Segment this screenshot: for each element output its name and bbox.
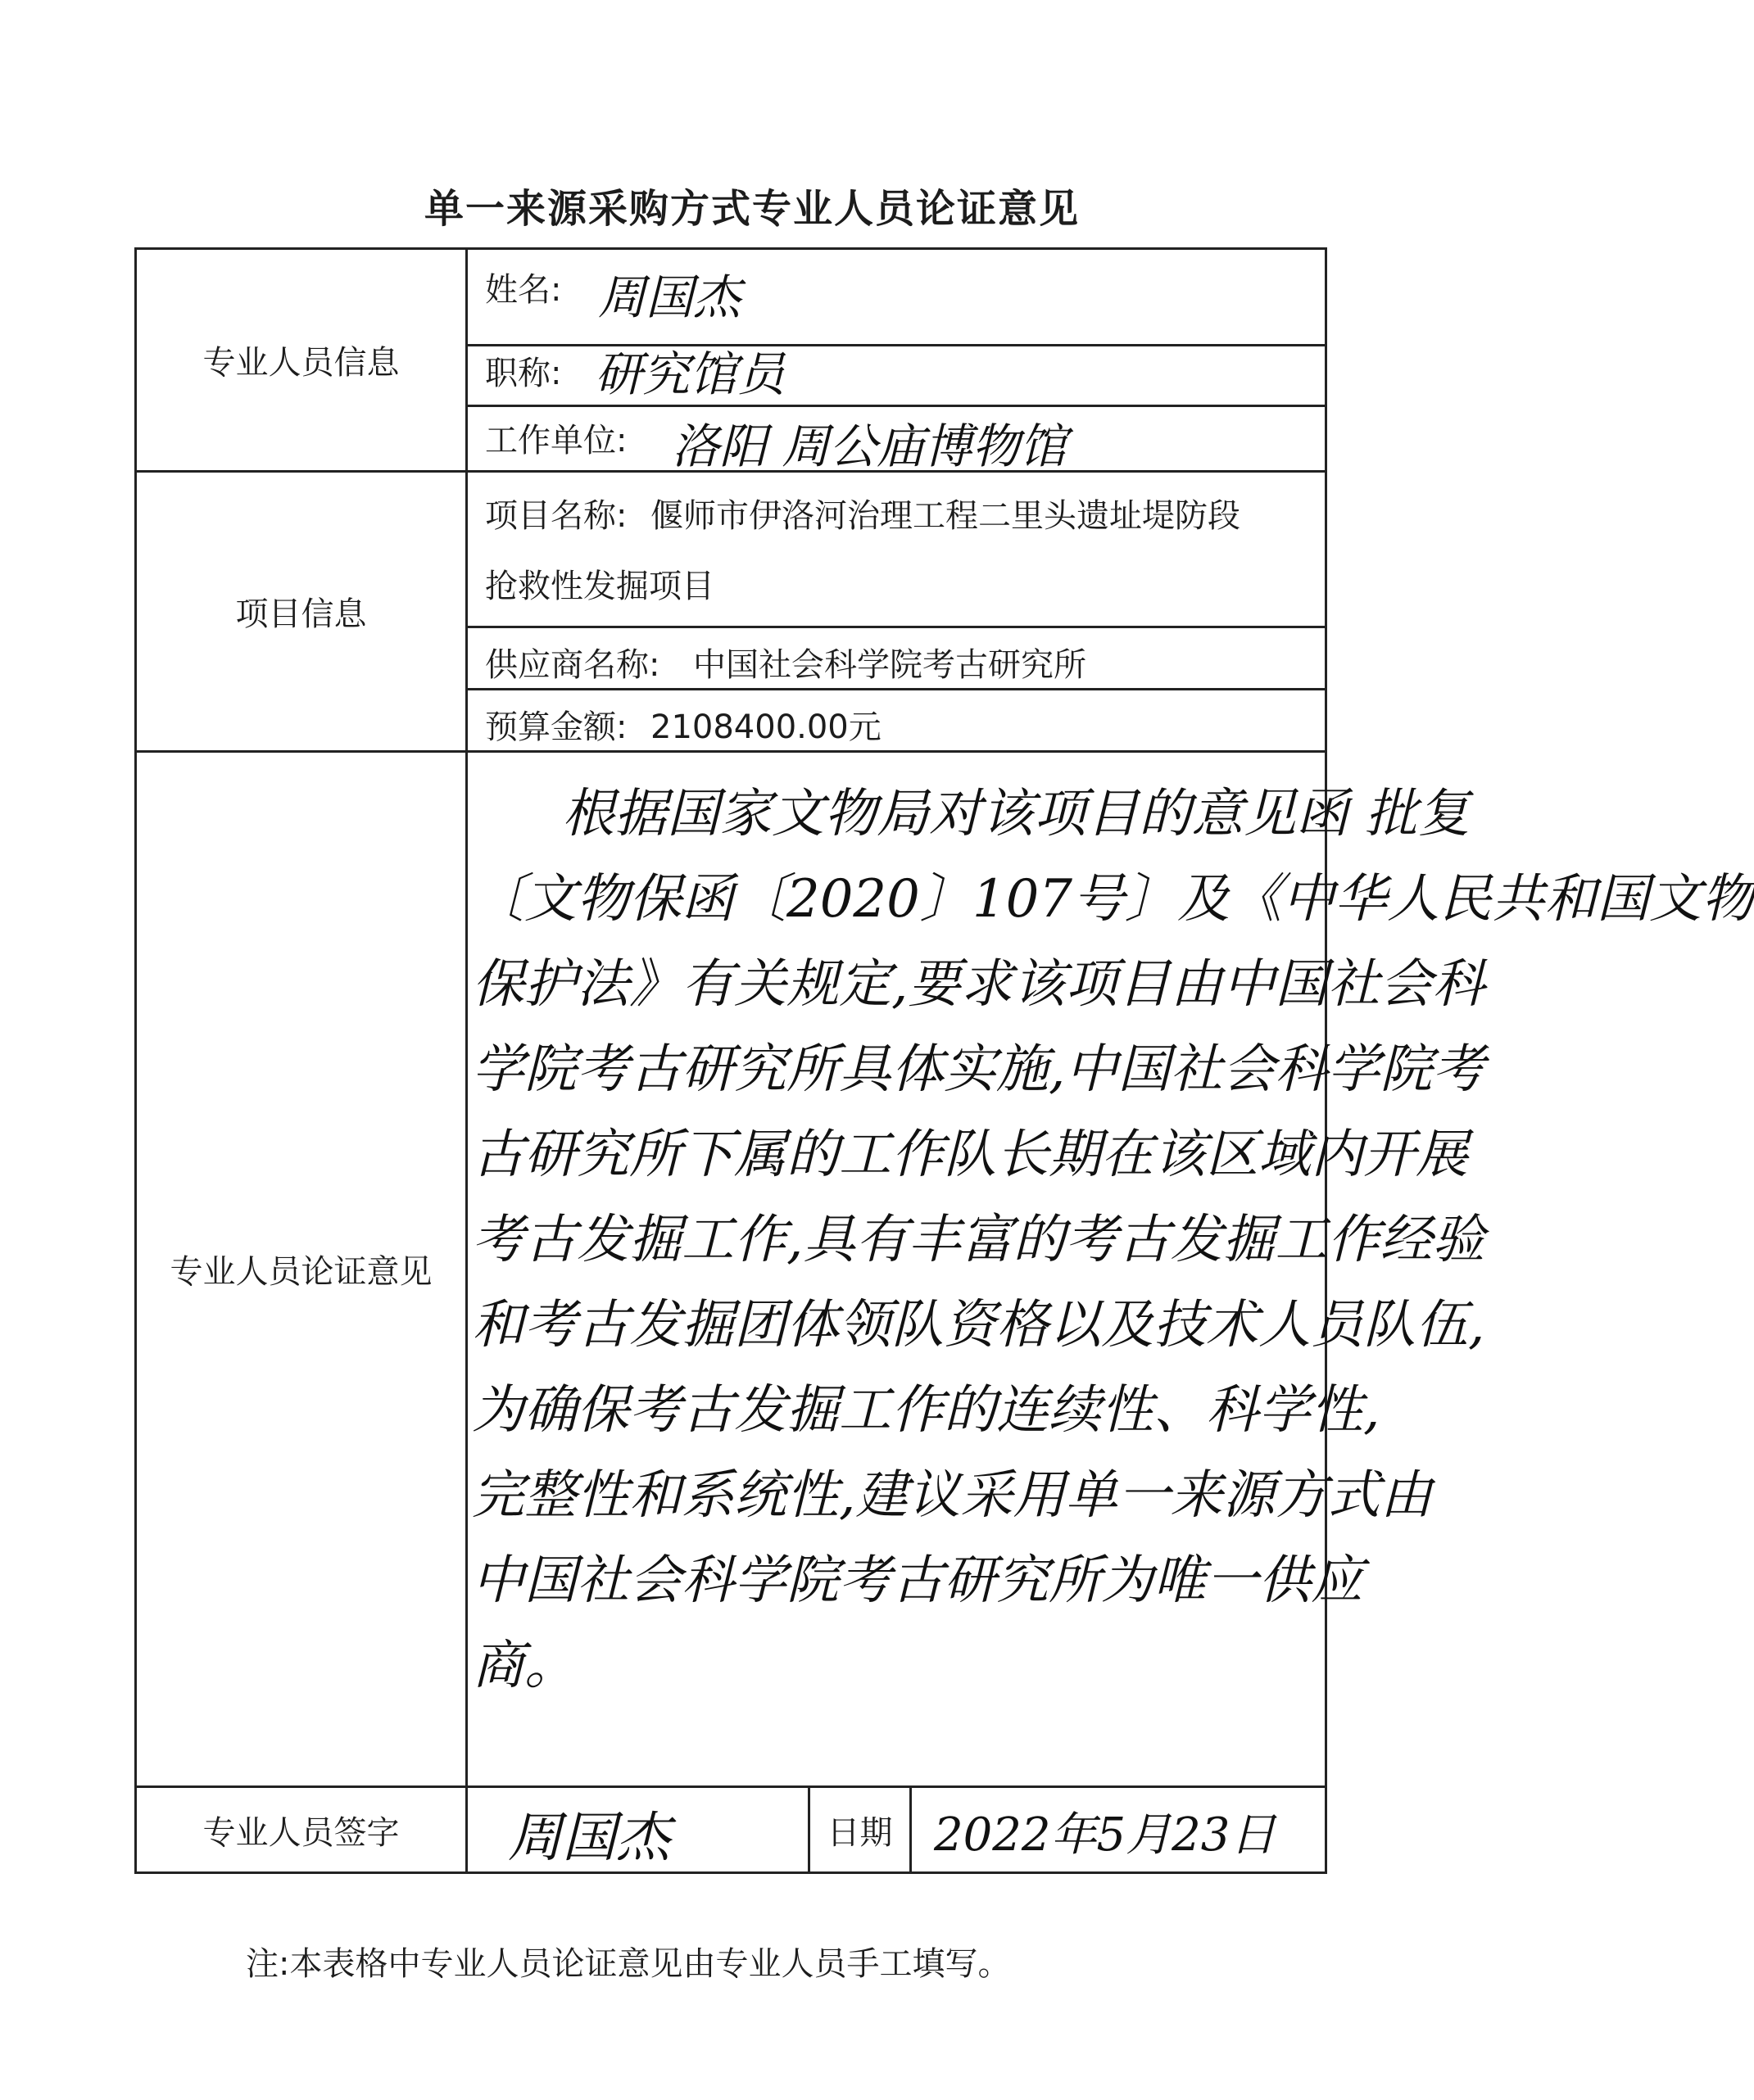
name-label: 姓名: <box>485 271 562 309</box>
signature-label: 专业人员签字 <box>202 1813 400 1852</box>
date-label: 日期 <box>827 1813 893 1852</box>
footer-note: 注:本表格中专业人员论证意见由专业人员手工填写。 <box>246 1945 1011 1983</box>
opinion-line: 古研究所下属的工作队长期在该区域内开展 <box>472 1125 1468 1185</box>
opinion-line: 和考古发掘团体领队资格以及技术人员队伍, <box>472 1295 1485 1355</box>
opinion-line: 完整性和系统性,建议采用单一来源方式由 <box>472 1465 1433 1526</box>
opinion-line: 〔文物保函〔2020〕107号〕及《中华人民共和国文物 <box>472 869 1754 930</box>
row-divider <box>465 688 1327 690</box>
opinion-line: 保护法》有关规定,要求该项目由中国社会科 <box>472 954 1485 1015</box>
opinion-line: 学院考古研究所具体实施,中国社会科学院考 <box>472 1039 1485 1100</box>
budget-value: 2108400.00元 <box>650 708 882 746</box>
column-divider <box>465 247 468 1874</box>
project-name-label: 项目名称: <box>485 497 628 535</box>
unit-handwritten: 洛阳 周公庙博物馆 <box>672 419 1067 474</box>
name-handwritten: 周国杰 <box>598 269 741 325</box>
date-divider-right <box>909 1785 912 1874</box>
opinion-line: 为确保考古发掘工作的连续性、科学性, <box>472 1380 1380 1441</box>
date-handwritten: 2022年5月23日 <box>934 1808 1276 1862</box>
budget-label: 预算金额: <box>485 708 628 746</box>
opinion-line: 中国社会科学院考古研究所为唯一供应 <box>472 1550 1363 1611</box>
row-divider <box>465 626 1327 628</box>
expert-info-label: 专业人员信息 <box>202 344 400 382</box>
project-info-label: 项目信息 <box>235 595 367 633</box>
row-divider <box>465 405 1327 407</box>
project-name-value-line2: 抢救性发掘项目 <box>485 568 714 605</box>
opinion-handwritten-body <box>472 772 1754 1709</box>
opinion-label: 专业人员论证意见 <box>170 1253 433 1291</box>
project-name-value-line1: 偃师市伊洛河治理工程二里头遗址堤防段 <box>650 497 1240 535</box>
opinion-line: 考古发掘工作,具有丰富的考古发掘工作经验 <box>472 1210 1485 1270</box>
signature-handwritten: 周国杰 <box>508 1806 670 1869</box>
unit-label: 工作单位: <box>485 422 628 459</box>
page-title: 单一来源采购方式专业人员论证意见 <box>424 186 1080 232</box>
title-handwritten: 研究馆员 <box>595 346 786 402</box>
supplier-label: 供应商名称: <box>485 646 660 684</box>
title-label: 职称: <box>485 355 562 392</box>
opinion-line: 根据国家文物局对该项目的意见函 批复 <box>562 784 1471 844</box>
supplier-value: 中国社会科学院考古研究所 <box>693 646 1086 684</box>
opinion-line: 商。 <box>472 1636 577 1696</box>
